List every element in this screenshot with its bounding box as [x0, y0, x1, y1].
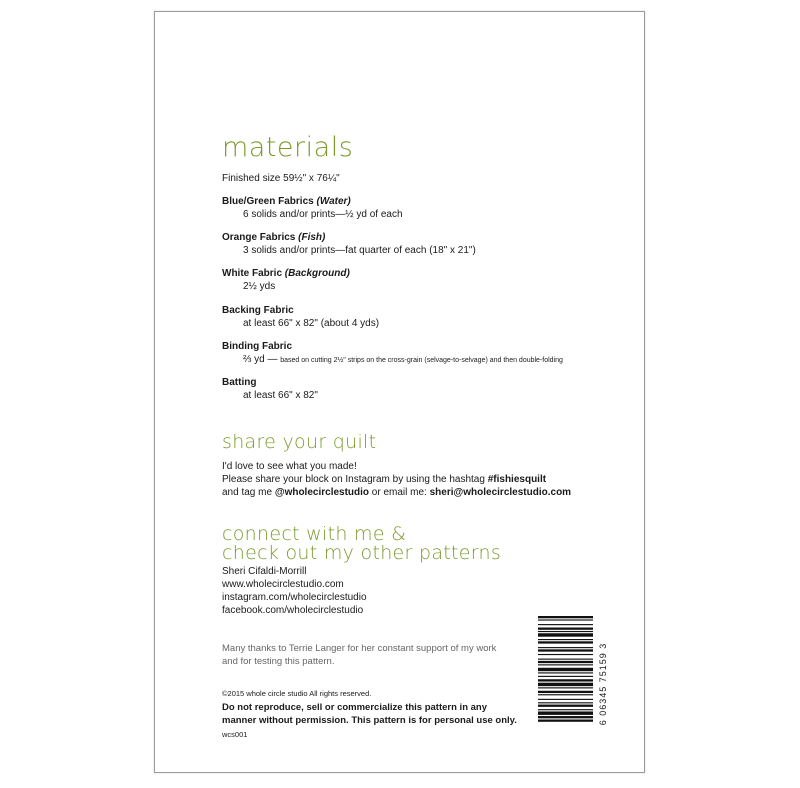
- material-item: [222, 267, 350, 280]
- barcode-bar: [538, 702, 593, 703]
- pattern-code: wcs001: [222, 730, 248, 739]
- barcode-bar: [538, 711, 593, 714]
- material-detail: 3 solids and/or prints—fat quarter of each (18" x 21"): [243, 245, 476, 256]
- thanks-line-2: and for testing this pattern.: [222, 656, 335, 667]
- hashtag: #fishiesquilt: [487, 474, 547, 485]
- finished-size: Finished size 59½" x 76¼": [222, 173, 340, 184]
- materials-heading: materials: [222, 132, 354, 163]
- binding-amount: ⅔ yd —: [243, 354, 278, 365]
- share-line-2-text: Please share your block on Instagram by using the hashtag: [222, 474, 488, 485]
- barcode-bar: [538, 676, 593, 677]
- barcode-bar: [538, 694, 593, 695]
- material-note: (Water): [316, 196, 351, 207]
- connect-heading-line-1: connect with me &: [222, 523, 407, 545]
- barcode-bar: [538, 631, 593, 632]
- barcode-bar: [538, 672, 593, 673]
- barcode-bar: [538, 664, 593, 665]
- facebook-link[interactable]: facebook.com/wholecirclestudio: [222, 605, 364, 616]
- barcode-bar: [538, 668, 593, 671]
- author-name: Sheri Cifaldi-Morrill: [222, 566, 307, 577]
- barcode-bar: [538, 683, 593, 686]
- material-detail: at least 66" x 82": [243, 390, 318, 401]
- pattern-back-page: [154, 11, 645, 773]
- material-title: White Fabric: [222, 268, 283, 279]
- material-detail: at least 66" x 82" (about 4 yds): [243, 318, 380, 329]
- barcode-number: 6 06345 75159 3: [598, 642, 608, 726]
- barcode-bar: [538, 705, 593, 707]
- share-line-3-mid: or email me:: [369, 487, 430, 498]
- barcode-bar: [538, 659, 593, 660]
- material-title: Batting: [222, 377, 257, 388]
- material-note: (Fish): [298, 232, 326, 243]
- barcode-bar: [538, 639, 593, 640]
- share-line-3: [222, 486, 571, 499]
- barcode-bar: [538, 691, 593, 693]
- material-title: Orange Fabrics: [222, 232, 296, 243]
- material-detail: [243, 353, 563, 367]
- barcode: [538, 614, 628, 754]
- copyright: ©2015 whole circle studio All rights reserved.: [222, 689, 372, 698]
- instagram-handle: @wholecirclestudio: [274, 487, 370, 498]
- material-detail: 6 solids and/or prints—½ yd of each: [243, 209, 403, 220]
- barcode-bar: [538, 687, 593, 688]
- barcode-bar: [538, 649, 593, 651]
- barcode-bar: [538, 654, 593, 655]
- email-link[interactable]: sheri@wholecirclestudio.com: [429, 487, 572, 498]
- barcode-bar: [538, 641, 593, 643]
- barcode-bar: [538, 661, 593, 663]
- legal-notice-2: manner without permission. This pattern is for personal use only.: [222, 715, 517, 726]
- website-link[interactable]: www.wholecirclestudio.com: [222, 579, 344, 590]
- barcode-bar: [538, 624, 593, 625]
- barcode-bar: [538, 633, 593, 636]
- barcode-bar: [538, 709, 593, 710]
- material-note: (Background): [284, 268, 350, 279]
- legal-notice-1: Do not reproduce, sell or commercialize this pattern in any: [222, 702, 488, 713]
- share-line-3-text: and tag me: [222, 487, 275, 498]
- barcode-bar: [538, 679, 593, 681]
- material-title: Binding Fabric: [222, 341, 292, 352]
- material-item: [222, 231, 325, 244]
- barcode-bar: [538, 628, 593, 630]
- barcode-bar: [538, 619, 593, 620]
- material-detail: 2½ yds: [243, 281, 276, 292]
- share-line-2: [222, 473, 546, 486]
- material-title: Backing Fabric: [222, 305, 294, 316]
- barcode-bar: [538, 716, 593, 718]
- connect-heading-line-2: check out my other patterns: [222, 542, 502, 564]
- share-heading: share your quilt: [222, 431, 377, 453]
- instagram-link[interactable]: instagram.com/wholecirclestudio: [222, 592, 367, 603]
- barcode-bar: [538, 699, 593, 700]
- barcode-bar: [538, 647, 593, 648]
- binding-note: based on cutting 2½" strips on the cross-grain (selvage-to-selvage) and then double-folding: [280, 357, 563, 364]
- barcode-graphic: [538, 614, 628, 754]
- barcode-bar: [538, 720, 593, 722]
- share-line-1: I'd love to see what you made!: [222, 461, 357, 472]
- thanks-line-1: Many thanks to Terrie Langer for her constant support of my work: [222, 643, 497, 654]
- barcode-bar: [538, 616, 593, 618]
- material-item: [222, 195, 351, 208]
- material-title: Blue/Green Fabrics: [222, 196, 314, 207]
